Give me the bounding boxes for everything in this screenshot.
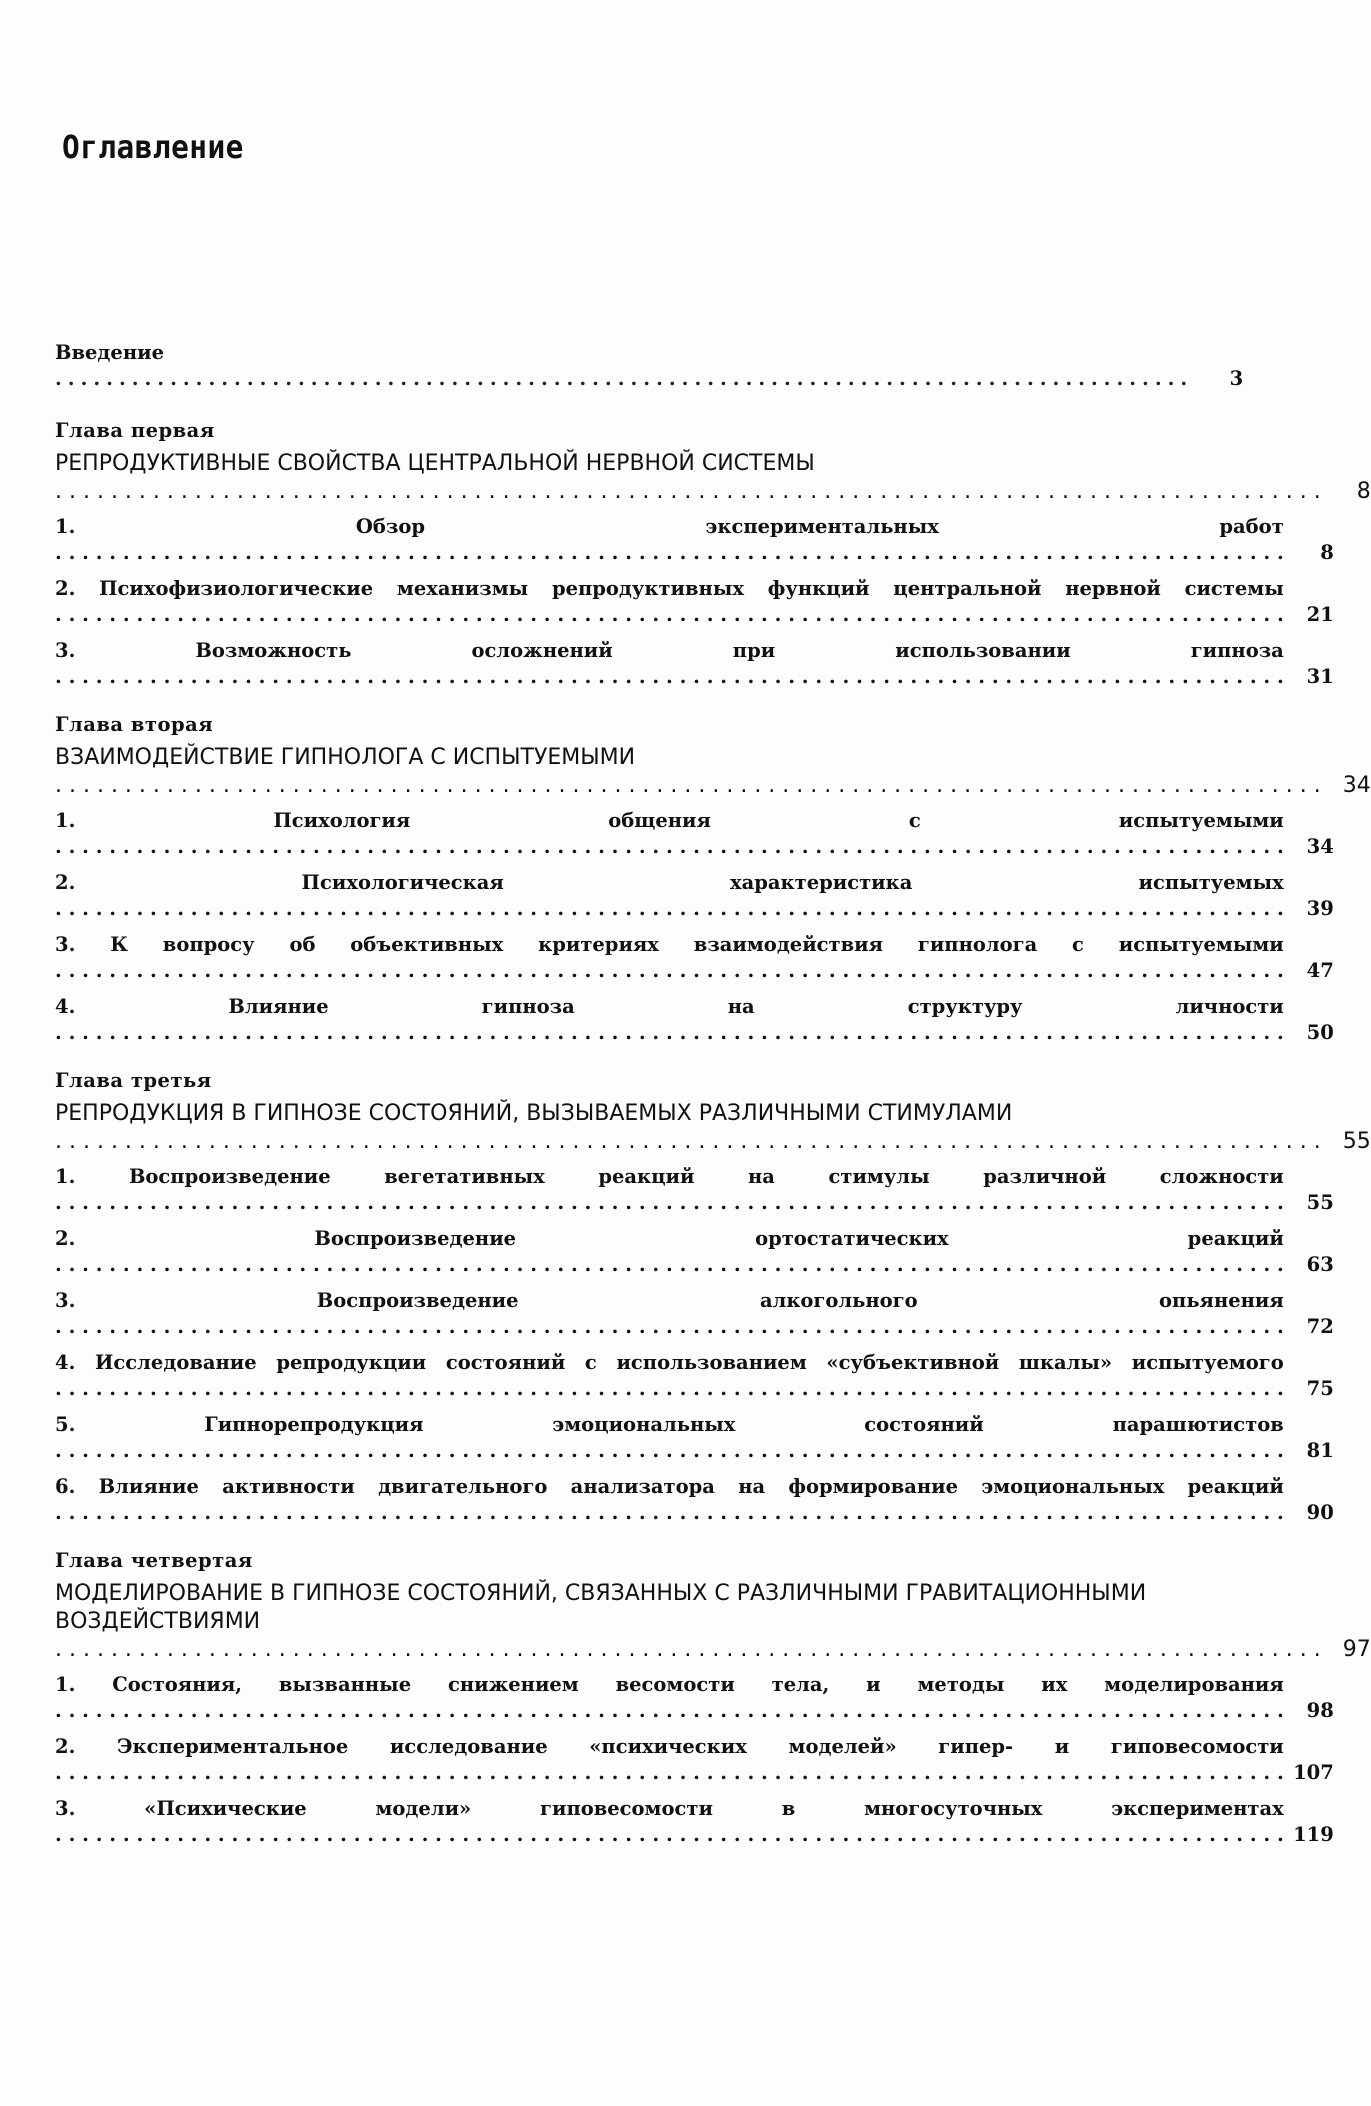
page-title: Оглавление [62, 128, 244, 166]
toc-entry[interactable] [55, 870, 1334, 922]
toc-entry-page: 31 [1306, 665, 1334, 688]
chapter-list [55, 418, 1371, 1848]
toc-entry-text: 6. Влияние активности двигательного анализатора на формирование эмоциональных реакций . . . . . . . . . . . . . . . . . . . . . . . . . . . . . . . . . . . . . . . . . . . . . . . . . . . . . . . . . . . . . . . . . . . . . . . . . . . . . . . . . . . . . . . . . . . [55, 1475, 1284, 1524]
toc-entry-page: 97 [1342, 1637, 1371, 1662]
toc-entry[interactable] [55, 1734, 1334, 1786]
toc-entry[interactable] [55, 576, 1334, 628]
chapter-group [55, 1068, 1371, 1526]
chapter-group [55, 1548, 1371, 1848]
chapter-title[interactable] [55, 1580, 1371, 1664]
toc-entry[interactable] [55, 1226, 1334, 1278]
toc-entry-page: 98 [1306, 1699, 1334, 1722]
toc-entry[interactable] [55, 1164, 1334, 1216]
chapter-group [55, 712, 1371, 1046]
chapter-label: Глава третья [55, 1069, 212, 1092]
toc-entry-page: 47 [1306, 959, 1334, 982]
toc-entry[interactable] [55, 994, 1334, 1046]
toc-entry-page: 63 [1306, 1253, 1334, 1276]
toc-entry-text: ВЗАИМОДЕЙСТВИЕ ГИПНОЛОГА С ИСПЫТУЕМЫМИ . . . . . . . . . . . . . . . . . . . . . . . . . . . . . . . . . . . . . . . . . . . . . . . . . . . . . . . . . . . . . . . . . . . . . . . . . . . . . . . . . . . . . . . . . . . [55, 745, 1321, 798]
toc-entry-text: РЕПРОДУКЦИЯ В ГИПНОЗЕ СОСТОЯНИЙ, ВЫЗЫВАЕМЫХ РАЗЛИЧНЫМИ СТИМУЛАМИ . . . . . . . . . . . . . . . . . . . . . . . . . . . . . . . . . . . . . . . . . . . . . . . . . . . . . . . . . . . . . . . . . . . . . . . . . . . . . . . . . . . . . . . . . . . [55, 1101, 1321, 1154]
toc-entry[interactable] [55, 1474, 1334, 1526]
toc-entry-text: 3. Возможность осложнений при использовании гипноза . . . . . . . . . . . . . . . . . . . . . . . . . . . . . . . . . . . . . . . . . . . . . . . . . . . . . . . . . . . . . . . . . . . . . . . . . . . . . . . . . . . . . . . . . . . [55, 639, 1284, 688]
toc-entry-page: 21 [1306, 603, 1334, 626]
toc-entry-text: 3. К вопросу об объективных критериях взаимодействия гипнолога с испытуемыми . . . . . . . . . . . . . . . . . . . . . . . . . . . . . . . . . . . . . . . . . . . . . . . . . . . . . . . . . . . . . . . . . . . . . . . . . . . . . . . . . . . . . . . . . . . [55, 933, 1284, 982]
toc-entry-text: 3. «Психические модели» гиповесомости в многосуточных экспериментах . . . . . . . . . . . . . . . . . . . . . . . . . . . . . . . . . . . . . . . . . . . . . . . . . . . . . . . . . . . . . . . . . . . . . . . . . . . . . . . . . . . . . . . . . . . [55, 1797, 1284, 1846]
toc-entry-text: 3. Воспроизведение алкогольного опьянения . . . . . . . . . . . . . . . . . . . . . . . . . . . . . . . . . . . . . . . . . . . . . . . . . . . . . . . . . . . . . . . . . . . . . . . . . . . . . . . . . . . . . . . . . . . [55, 1289, 1284, 1338]
toc-entry-text: 1. Состояния, вызванные снижением весомости тела, и методы их моделирования . . . . . . . . . . . . . . . . . . . . . . . . . . . . . . . . . . . . . . . . . . . . . . . . . . . . . . . . . . . . . . . . . . . . . . . . . . . . . . . . . . . . . . . . . . . [55, 1673, 1284, 1722]
toc-entry-page: 50 [1306, 1021, 1334, 1044]
chapter-title[interactable] [55, 1100, 1371, 1156]
toc-entry-text: 4. Влияние гипноза на структуру личности . . . . . . . . . . . . . . . . . . . . . . . . . . . . . . . . . . . . . . . . . . . . . . . . . . . . . . . . . . . . . . . . . . . . . . . . . . . . . . . . . . . . . . . . . . . [55, 995, 1284, 1044]
toc-entry-page: 55 [1306, 1191, 1334, 1214]
toc-entry[interactable] [55, 932, 1334, 984]
chapter-label: Глава четвертая [55, 1549, 253, 1572]
chapter-title[interactable] [55, 744, 1371, 800]
toc-entry-page: 34 [1342, 773, 1371, 798]
toc-entry[interactable] [55, 1350, 1334, 1402]
toc-entry-page: 90 [1306, 1501, 1334, 1524]
toc-entry-text: 1. Психология общения с испытуемыми . . . . . . . . . . . . . . . . . . . . . . . . . . . . . . . . . . . . . . . . . . . . . . . . . . . . . . . . . . . . . . . . . . . . . . . . . . . . . . . . . . . . . . . . . . . [55, 809, 1284, 858]
toc-entry-text: 2. Воспроизведение ортостатических реакций . . . . . . . . . . . . . . . . . . . . . . . . . . . . . . . . . . . . . . . . . . . . . . . . . . . . . . . . . . . . . . . . . . . . . . . . . . . . . . . . . . . . . . . . . . . [55, 1227, 1284, 1276]
toc-entry-page: 72 [1306, 1315, 1334, 1338]
toc-entry-page: 75 [1306, 1377, 1334, 1400]
toc-entry-page: 3 [1229, 367, 1244, 390]
toc-entry-text: МОДЕЛИРОВАНИЕ В ГИПНОЗЕ СОСТОЯНИЙ, СВЯЗАННЫХ С РАЗЛИЧНЫМИ ГРАВИТАЦИОННЫМИ ВОЗДЕЙСТВИЯМИ . . . . . . . . . . . . . . . . . . . . . . . . . . . . . . . . . . . . . . . . . . . . . . . . . . . . . . . . . . . . . . . . . . . . . . . . . . . . . . . . . . . . . . . . . . . [55, 1581, 1321, 1662]
toc-entry-page: 81 [1306, 1439, 1334, 1462]
toc-entry-text: 2. Психологическая характеристика испытуемых . . . . . . . . . . . . . . . . . . . . . . . . . . . . . . . . . . . . . . . . . . . . . . . . . . . . . . . . . . . . . . . . . . . . . . . . . . . . . . . . . . . . . . . . . . . [55, 871, 1284, 920]
toc-entry[interactable] [55, 514, 1334, 566]
toc-entry[interactable] [55, 1412, 1334, 1464]
chapter-label: Глава первая [55, 419, 215, 442]
table-of-contents [55, 340, 1371, 1870]
toc-entry[interactable] [55, 1796, 1334, 1848]
toc-entry-page: 8 [1320, 541, 1334, 564]
toc-entry-page: 107 [1293, 1761, 1334, 1784]
toc-entry-intro[interactable] [55, 340, 1244, 392]
toc-entry-page: 34 [1306, 835, 1334, 858]
toc-entry[interactable] [55, 1672, 1334, 1724]
toc-entry-page: 8 [1356, 479, 1371, 504]
toc-entry-text: РЕПРОДУКТИВНЫЕ СВОЙСТВА ЦЕНТРАЛЬНОЙ НЕРВНОЙ СИСТЕМЫ . . . . . . . . . . . . . . . . . . . . . . . . . . . . . . . . . . . . . . . . . . . . . . . . . . . . . . . . . . . . . . . . . . . . . . . . . . . . . . . . . . . . . . . . . . . [55, 451, 1321, 504]
toc-entry[interactable] [55, 638, 1334, 690]
toc-entry[interactable] [55, 808, 1334, 860]
toc-entry-text: 5. Гипнорепродукция эмоциональных состояний парашютистов . . . . . . . . . . . . . . . . . . . . . . . . . . . . . . . . . . . . . . . . . . . . . . . . . . . . . . . . . . . . . . . . . . . . . . . . . . . . . . . . . . . . . . . . . . . [55, 1413, 1284, 1462]
toc-entry-text: 2. Экспериментальное исследование «психических моделей» гипер- и гиповесомости . . . . . . . . . . . . . . . . . . . . . . . . . . . . . . . . . . . . . . . . . . . . . . . . . . . . . . . . . . . . . . . . . . . . . . . . . . . . . . . . . . . . . . . . . . . [55, 1735, 1284, 1784]
toc-entry-page: 119 [1293, 1823, 1334, 1846]
toc-entry-text: 2. Психофизиологические механизмы репродуктивных функций центральной нервной системы . . . . . . . . . . . . . . . . . . . . . . . . . . . . . . . . . . . . . . . . . . . . . . . . . . . . . . . . . . . . . . . . . . . . . . . . . . . . . . . . . . . . . . . . . . . [55, 577, 1284, 626]
chapter-title[interactable] [55, 450, 1371, 506]
chapter-label: Глава вторая [55, 713, 214, 736]
toc-entry-text: 1. Обзор экспериментальных работ . . . . . . . . . . . . . . . . . . . . . . . . . . . . . . . . . . . . . . . . . . . . . . . . . . . . . . . . . . . . . . . . . . . . . . . . . . . . . . . . . . . . . . . . . . . [55, 515, 1284, 564]
chapter-group [55, 418, 1371, 690]
toc-entry-text: 4. Исследование репродукции состояний с использованием «субъективной шкалы» испытуемого . . . . . . . . . . . . . . . . . . . . . . . . . . . . . . . . . . . . . . . . . . . . . . . . . . . . . . . . . . . . . . . . . . . . . . . . . . . . . . . . . . . . . . . . . . . [55, 1351, 1284, 1400]
toc-entry[interactable] [55, 1288, 1334, 1340]
toc-entry-text: 1. Воспроизведение вегетативных реакций на стимулы различной сложности . . . . . . . . . . . . . . . . . . . . . . . . . . . . . . . . . . . . . . . . . . . . . . . . . . . . . . . . . . . . . . . . . . . . . . . . . . . . . . . . . . . . . . . . . . . [55, 1165, 1284, 1214]
toc-entry-text: Введение ......................................................................................... [55, 341, 1194, 390]
toc-entry-page: 39 [1306, 897, 1334, 920]
toc-entry-page: 55 [1342, 1129, 1371, 1154]
